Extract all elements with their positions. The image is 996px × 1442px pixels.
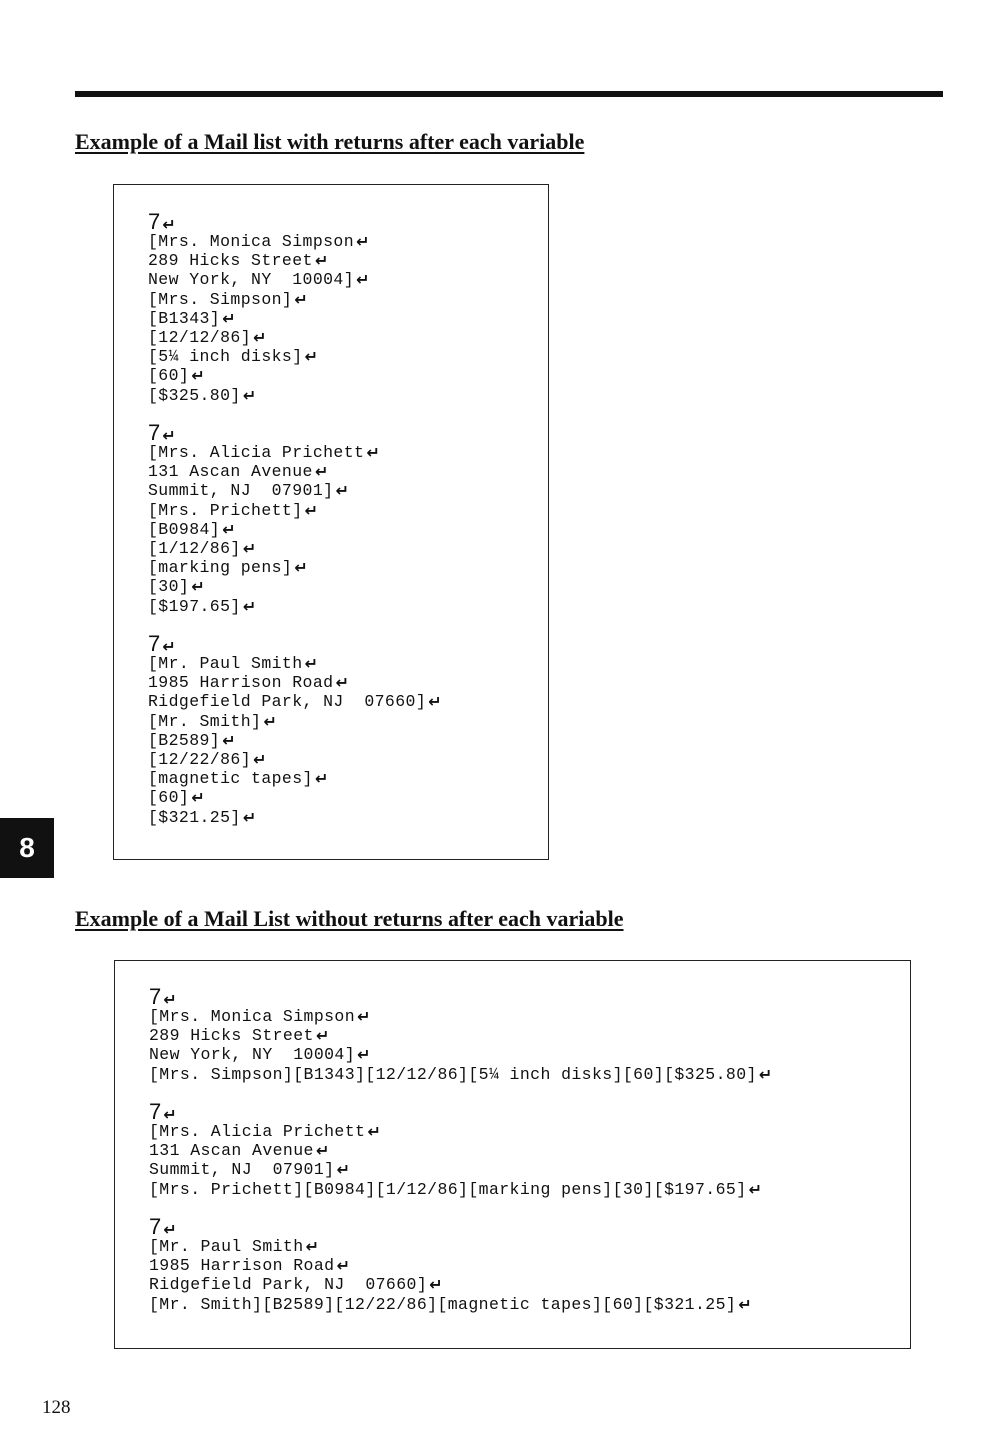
record-number-text: 7 (149, 1099, 162, 1124)
record-line (148, 788, 442, 807)
record-line (149, 1295, 752, 1314)
return-icon: ↵ (366, 443, 381, 462)
return-icon: ↵ (162, 637, 176, 656)
return-icon: ↵ (162, 426, 176, 445)
return-icon: ↵ (294, 289, 309, 309)
record-line-text: 289 Hicks Street (149, 1026, 314, 1046)
record-line-text: [Mrs. Prichett][B0984][1/12/86][marking pens][30][$197.65] (149, 1179, 747, 1199)
mail-list-with-returns (113, 184, 549, 860)
record-line-text: [marking pens] (148, 558, 293, 578)
record-line (148, 232, 370, 251)
return-icon: ↵ (314, 251, 329, 271)
record-line-text: [Mrs. Alicia Prichett (148, 443, 365, 462)
return-icon: ↵ (304, 500, 319, 520)
record-line-text: 289 Hicks Street (148, 251, 313, 271)
record-line (149, 1045, 773, 1064)
return-icon: ↵ (335, 673, 350, 693)
return-icon: ↵ (191, 366, 206, 386)
record-line (148, 692, 442, 711)
record-line (148, 731, 442, 750)
record-line-text: [$321.25] (148, 807, 241, 827)
record-line-text: [B2589] (148, 730, 221, 750)
record-block (149, 1214, 753, 1314)
return-icon: ↵ (242, 596, 257, 616)
top-rule (75, 91, 943, 97)
record-number-text: 7 (149, 984, 162, 1009)
return-icon: ↵ (242, 807, 257, 827)
return-icon: ↵ (357, 1007, 371, 1026)
record-line (149, 1141, 762, 1160)
record-line-text: [60] (148, 788, 190, 808)
record-block (149, 984, 773, 1084)
return-icon: ↵ (163, 990, 177, 1009)
record-line (148, 808, 442, 827)
record-number (149, 984, 773, 1009)
return-icon: ↵ (163, 1220, 177, 1239)
record-block (148, 209, 370, 405)
record-line-text: [Mrs. Monica Simpson (148, 232, 355, 251)
record-line-text: [Mrs. Simpson] (148, 289, 293, 309)
record-line-text: Ridgefield Park, NJ 07660] (148, 692, 427, 712)
return-icon: ↵ (428, 692, 442, 712)
return-icon: ↵ (336, 1256, 351, 1276)
record-number (148, 209, 370, 234)
heading-with-returns: Example of a Mail list with returns after each variable (75, 129, 585, 154)
record-line-text: 1985 Harrison Road (149, 1256, 335, 1276)
record-number (148, 631, 442, 656)
return-icon: ↵ (263, 711, 278, 731)
record-block (148, 420, 381, 616)
record-line-text: [$197.65] (148, 596, 241, 616)
record-line-text: [B1343] (148, 308, 221, 328)
return-icon: ↵ (367, 1122, 382, 1141)
record-line-text: New York, NY 10004] (149, 1045, 356, 1065)
record-line-text: [Mr. Paul Smith (149, 1237, 304, 1256)
record-number-text: 7 (148, 631, 161, 656)
record-number-text: 7 (149, 1214, 162, 1239)
record-line (149, 1180, 762, 1199)
return-icon: ↵ (314, 462, 329, 482)
record-line (148, 539, 380, 558)
record-line-text: [30] (148, 577, 190, 597)
record-line-text: 1985 Harrison Road (148, 673, 334, 693)
record-line-text: [Mr. Smith] (148, 711, 262, 731)
return-icon: ↵ (305, 1237, 320, 1256)
return-icon: ↵ (335, 481, 350, 501)
record-line (148, 577, 380, 596)
record-line (149, 1160, 762, 1179)
return-icon: ↵ (222, 519, 236, 539)
record-line (148, 347, 370, 366)
record-number-text: 7 (148, 209, 161, 234)
record-line (149, 1275, 752, 1294)
return-icon: ↵ (162, 215, 176, 234)
record-line (148, 558, 380, 577)
record-line-text: [$325.80] (148, 385, 241, 405)
record-block (149, 1099, 763, 1199)
record-line-text: [60] (148, 366, 190, 386)
return-icon: ↵ (315, 1026, 330, 1046)
return-icon: ↵ (429, 1275, 443, 1295)
record-number (149, 1099, 762, 1124)
record-line (148, 270, 370, 289)
record-line (149, 1065, 773, 1084)
return-icon: ↵ (315, 1141, 330, 1161)
record-line (149, 1256, 752, 1275)
record-line-text: [12/22/86] (148, 750, 252, 770)
return-icon: ↵ (253, 328, 267, 348)
record-line (149, 1007, 773, 1026)
return-icon: ↵ (163, 1105, 177, 1124)
record-line (148, 328, 370, 347)
return-icon: ↵ (357, 1045, 371, 1065)
record-block (148, 631, 442, 827)
record-line-text: [Mr. Paul Smith (148, 654, 303, 673)
record-line-text: [1/12/86] (148, 539, 241, 559)
return-icon: ↵ (314, 769, 329, 789)
record-line-text: [magnetic tapes] (148, 769, 313, 789)
record-line (148, 251, 370, 270)
record-line (148, 462, 380, 481)
record-line (148, 366, 370, 385)
page-number: 128 (42, 1397, 71, 1418)
return-icon: ↵ (242, 385, 257, 405)
record-line-text: [Mrs. Simpson][B1343][12/12/86][5¼ inch disks][60][$325.80] (149, 1064, 757, 1084)
return-icon: ↵ (304, 347, 319, 367)
return-icon: ↵ (758, 1064, 773, 1084)
record-line-text: New York, NY 10004] (148, 270, 355, 290)
record-line (148, 386, 370, 405)
return-icon: ↵ (336, 1160, 351, 1180)
record-line (149, 1237, 752, 1256)
record-line (148, 481, 380, 500)
record-line (148, 501, 380, 520)
record-line-text: [5¼ inch disks] (148, 347, 303, 367)
return-icon: ↵ (253, 750, 267, 770)
record-line-text: 131 Ascan Avenue (149, 1141, 314, 1161)
record-line (148, 769, 442, 788)
record-line (148, 520, 380, 539)
record-line (148, 712, 442, 731)
record-line-text: [Mrs. Prichett] (148, 500, 303, 520)
record-line-text: Ridgefield Park, NJ 07660] (149, 1275, 428, 1295)
chapter-tab: 8 (0, 818, 54, 878)
record-line-text: [Mr. Smith][B2589][12/22/86][magnetic tapes][60][$321.25] (149, 1294, 737, 1314)
return-icon: ↵ (191, 577, 206, 597)
return-icon: ↵ (222, 308, 236, 328)
record-line-text: 131 Ascan Avenue (148, 462, 313, 482)
return-icon: ↵ (304, 654, 319, 673)
record-line (148, 597, 380, 616)
record-line-text: Summit, NJ 07901] (148, 481, 334, 501)
record-number (148, 420, 380, 445)
return-icon: ↵ (242, 539, 257, 559)
return-icon: ↵ (738, 1294, 753, 1314)
record-line-text: Summit, NJ 07901] (149, 1160, 335, 1180)
record-line-text: [12/12/86] (148, 328, 252, 348)
heading-without-returns: Example of a Mail List without returns after each variable (75, 906, 624, 931)
return-icon: ↵ (356, 270, 370, 290)
return-icon: ↵ (294, 558, 309, 578)
return-icon: ↵ (191, 788, 206, 808)
record-line (148, 309, 370, 328)
record-line-text: [Mrs. Monica Simpson (149, 1007, 356, 1026)
record-line-text: [B0984] (148, 519, 221, 539)
record-line (149, 1122, 762, 1141)
record-line (149, 1026, 773, 1045)
return-icon: ↵ (748, 1179, 763, 1199)
mail-list-without-returns (114, 960, 911, 1349)
record-line (148, 750, 442, 769)
return-icon: ↵ (222, 730, 236, 750)
record-line-text: [Mrs. Alicia Prichett (149, 1122, 366, 1141)
record-line (148, 654, 442, 673)
record-line (148, 443, 380, 462)
record-line (148, 673, 442, 692)
return-icon: ↵ (356, 232, 370, 251)
record-number-text: 7 (148, 420, 161, 445)
record-line (148, 290, 370, 309)
record-number (149, 1214, 752, 1239)
